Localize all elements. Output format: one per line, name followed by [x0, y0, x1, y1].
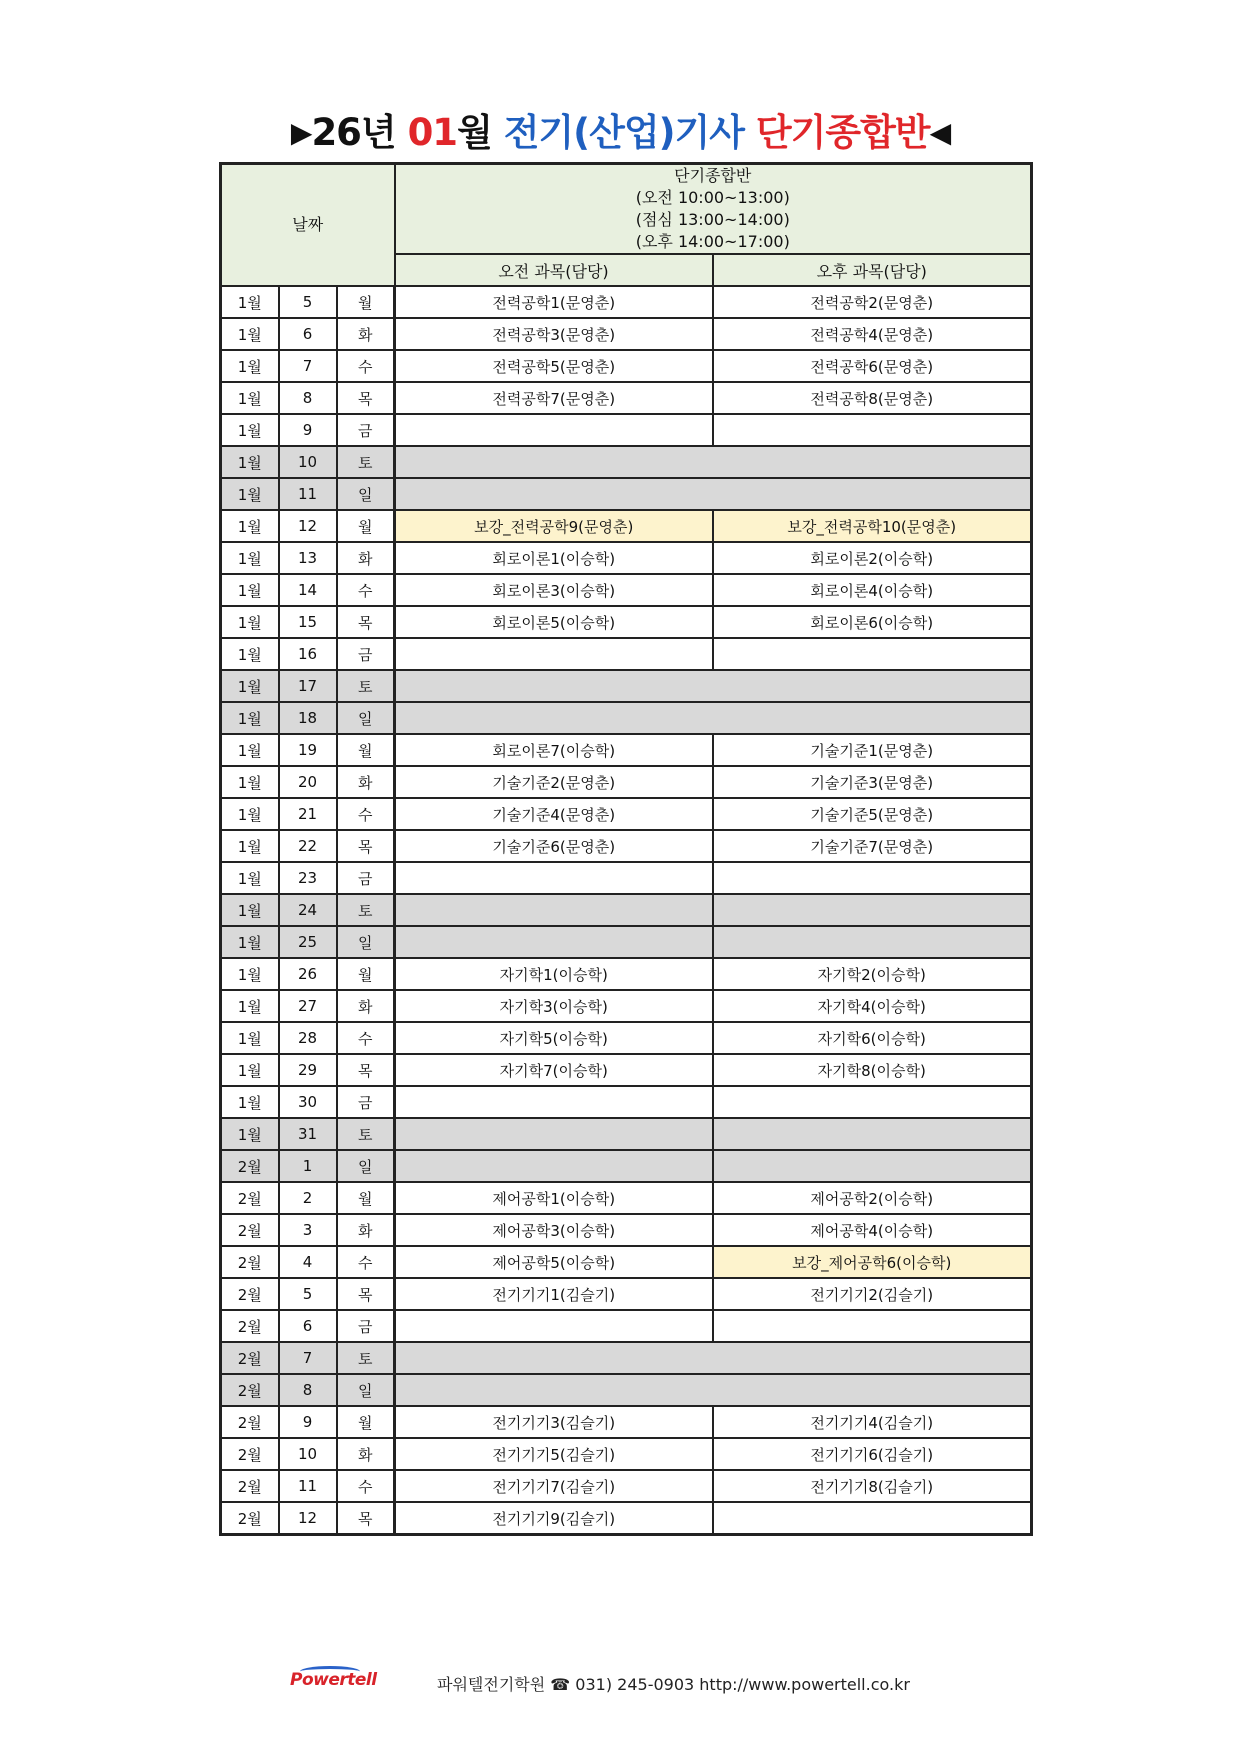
schedule-row — [221, 990, 1032, 1022]
weekday-cell: 일 — [337, 926, 395, 958]
month-cell: 2월 — [221, 1214, 279, 1246]
am-subject-cell: 기술기준6(문영춘) — [395, 830, 713, 862]
schedule-row — [221, 734, 1032, 766]
month-cell: 1월 — [221, 382, 279, 414]
day-cell: 2 — [279, 1182, 337, 1214]
pm-subject-cell: 기술기준1(문영춘) — [713, 734, 1032, 766]
day-cell: 9 — [279, 414, 337, 446]
pm-subject-cell: 자기학4(이승학) — [713, 990, 1032, 1022]
month-cell: 1월 — [221, 670, 279, 702]
day-cell: 10 — [279, 1438, 337, 1470]
am-subject-cell: 보강_전력공학9(문영춘) — [395, 510, 713, 542]
month-cell: 1월 — [221, 510, 279, 542]
schedule-row — [221, 382, 1032, 414]
schedule-row — [221, 1182, 1032, 1214]
schedule-row — [221, 1054, 1032, 1086]
am-subject-cell: 전기기기5(김슬기) — [395, 1438, 713, 1470]
month-cell: 1월 — [221, 958, 279, 990]
day-cell: 23 — [279, 862, 337, 894]
month-cell: 1월 — [221, 862, 279, 894]
class-header-line: 단기종합반 — [674, 166, 752, 185]
am-subject-cell — [395, 862, 713, 894]
weekday-cell: 토 — [337, 894, 395, 926]
month-cell: 2월 — [221, 1150, 279, 1182]
pm-subject-cell: 전기기기4(김슬기) — [713, 1406, 1032, 1438]
day-cell: 27 — [279, 990, 337, 1022]
am-subject-cell: 전력공학1(문영춘) — [395, 286, 713, 318]
pm-subject-cell: 기술기준5(문영춘) — [713, 798, 1032, 830]
schedule-row — [221, 1342, 1032, 1374]
day-cell: 5 — [279, 286, 337, 318]
schedule-row — [221, 1086, 1032, 1118]
am-subject-cell: 자기학7(이승학) — [395, 1054, 713, 1086]
weekday-cell: 월 — [337, 1182, 395, 1214]
weekend-pm-cell — [713, 1150, 1032, 1182]
am-subject-cell: 제어공학5(이승학) — [395, 1246, 713, 1278]
weekday-cell: 수 — [337, 1246, 395, 1278]
month-cell: 1월 — [221, 1118, 279, 1150]
schedule-row — [221, 574, 1032, 606]
month-cell: 1월 — [221, 1054, 279, 1086]
pm-subject-cell: 전기기기8(김슬기) — [713, 1470, 1032, 1502]
schedule-row — [221, 286, 1032, 318]
weekday-cell: 토 — [337, 670, 395, 702]
am-subject-cell — [395, 1086, 713, 1118]
day-cell: 11 — [279, 1470, 337, 1502]
weekday-cell: 화 — [337, 318, 395, 350]
pm-subject-cell — [713, 862, 1032, 894]
am-subject-cell: 기술기준4(문영춘) — [395, 798, 713, 830]
day-cell: 18 — [279, 702, 337, 734]
class-header-line: (오후 14:00~17:00) — [635, 232, 790, 251]
weekday-cell: 금 — [337, 1310, 395, 1342]
day-cell: 21 — [279, 798, 337, 830]
title-month: 01 — [407, 111, 458, 154]
weekend-pm-cell — [713, 1118, 1032, 1150]
day-cell: 12 — [279, 510, 337, 542]
pm-subject-cell: 자기학6(이승학) — [713, 1022, 1032, 1054]
pm-subject-cell: 회로이론2(이승학) — [713, 542, 1032, 574]
footer — [0, 1666, 1241, 1702]
month-cell: 1월 — [221, 542, 279, 574]
month-cell: 2월 — [221, 1310, 279, 1342]
schedule-row — [221, 958, 1032, 990]
month-cell: 2월 — [221, 1406, 279, 1438]
weekday-cell: 토 — [337, 1342, 395, 1374]
day-cell: 8 — [279, 1374, 337, 1406]
month-cell: 1월 — [221, 1086, 279, 1118]
day-cell: 7 — [279, 1342, 337, 1374]
class-header-line: (오전 10:00~13:00) — [635, 188, 790, 207]
pm-subject-cell: 전기기기6(김슬기) — [713, 1438, 1032, 1470]
day-cell: 10 — [279, 446, 337, 478]
schedule-row — [221, 1374, 1032, 1406]
weekday-cell: 토 — [337, 446, 395, 478]
schedule-row — [221, 798, 1032, 830]
month-cell: 1월 — [221, 606, 279, 638]
schedule-row — [221, 1470, 1032, 1502]
am-subject-cell: 전기기기3(김슬기) — [395, 1406, 713, 1438]
day-cell: 17 — [279, 670, 337, 702]
month-cell: 1월 — [221, 574, 279, 606]
day-cell: 24 — [279, 894, 337, 926]
am-subject-cell: 회로이론7(이승학) — [395, 734, 713, 766]
month-cell: 1월 — [221, 702, 279, 734]
schedule-row — [221, 478, 1032, 510]
day-cell: 4 — [279, 1246, 337, 1278]
weekend-cell — [395, 478, 1032, 510]
pm-subject-cell: 회로이론6(이승학) — [713, 606, 1032, 638]
am-subject-cell: 전기기기1(김슬기) — [395, 1278, 713, 1310]
pm-subject-cell: 보강_전력공학10(문영춘) — [713, 510, 1032, 542]
schedule-row — [221, 830, 1032, 862]
schedule-row — [221, 702, 1032, 734]
am-subject-cell: 기술기준2(문영춘) — [395, 766, 713, 798]
am-subject-cell: 제어공학3(이승학) — [395, 1214, 713, 1246]
day-cell: 31 — [279, 1118, 337, 1150]
page-title — [0, 102, 1241, 156]
weekday-cell: 화 — [337, 1214, 395, 1246]
weekday-cell: 일 — [337, 702, 395, 734]
class-header — [395, 164, 1032, 255]
pm-subject-cell: 전력공학2(문영춘) — [713, 286, 1032, 318]
month-cell: 1월 — [221, 1022, 279, 1054]
am-subject-cell: 전력공학3(문영춘) — [395, 318, 713, 350]
contact-info: 파워텔전기학원 ☎ 031) 245-0903 http://www.powertell.co.kr — [437, 1675, 910, 1694]
month-cell: 1월 — [221, 734, 279, 766]
pm-subject-cell — [713, 1310, 1032, 1342]
header-row — [221, 164, 1032, 255]
month-cell: 1월 — [221, 638, 279, 670]
title-course: 전기(산업)기사 — [503, 111, 756, 154]
day-cell: 19 — [279, 734, 337, 766]
schedule-row — [221, 926, 1032, 958]
am-header: 오전 과목(담당) — [395, 254, 713, 286]
day-cell: 6 — [279, 1310, 337, 1342]
pm-subject-cell: 제어공학2(이승학) — [713, 1182, 1032, 1214]
title-class-name: 단기종합반 — [755, 111, 930, 154]
pm-subject-cell — [713, 638, 1032, 670]
pm-header: 오후 과목(담당) — [713, 254, 1032, 286]
weekday-cell: 수 — [337, 574, 395, 606]
class-header-line: (점심 13:00~14:00) — [635, 210, 790, 229]
schedule-row — [221, 1278, 1032, 1310]
am-subject-cell: 전력공학7(문영춘) — [395, 382, 713, 414]
day-cell: 3 — [279, 1214, 337, 1246]
weekend-pm-cell — [713, 926, 1032, 958]
month-cell: 1월 — [221, 798, 279, 830]
month-cell: 2월 — [221, 1502, 279, 1535]
title-year: 26년 — [311, 111, 408, 154]
am-subject-cell: 회로이론5(이승학) — [395, 606, 713, 638]
weekday-cell: 수 — [337, 1022, 395, 1054]
schedule-row — [221, 670, 1032, 702]
month-cell: 2월 — [221, 1470, 279, 1502]
day-cell: 8 — [279, 382, 337, 414]
schedule-row — [221, 1406, 1032, 1438]
date-header: 날짜 — [221, 164, 395, 287]
schedule-table — [219, 162, 1033, 1536]
day-cell: 20 — [279, 766, 337, 798]
am-subject-cell: 전력공학5(문영춘) — [395, 350, 713, 382]
day-cell: 6 — [279, 318, 337, 350]
schedule-row — [221, 862, 1032, 894]
weekday-cell: 월 — [337, 734, 395, 766]
weekday-cell: 수 — [337, 350, 395, 382]
day-cell: 12 — [279, 1502, 337, 1535]
am-subject-cell: 자기학5(이승학) — [395, 1022, 713, 1054]
month-cell: 2월 — [221, 1182, 279, 1214]
weekday-cell: 목 — [337, 1054, 395, 1086]
schedule-row — [221, 1150, 1032, 1182]
weekday-cell: 수 — [337, 798, 395, 830]
am-subject-cell: 회로이론3(이승학) — [395, 574, 713, 606]
schedule-row — [221, 1214, 1032, 1246]
day-cell: 15 — [279, 606, 337, 638]
weekday-cell: 월 — [337, 1406, 395, 1438]
weekend-cell — [395, 670, 1032, 702]
weekday-cell: 금 — [337, 414, 395, 446]
schedule-row — [221, 1310, 1032, 1342]
schedule-row — [221, 1502, 1032, 1535]
weekday-cell: 목 — [337, 1278, 395, 1310]
schedule-row — [221, 414, 1032, 446]
pm-subject-cell: 전기기기2(김슬기) — [713, 1278, 1032, 1310]
pm-subject-cell — [713, 1502, 1032, 1535]
pm-subject-cell: 제어공학4(이승학) — [713, 1214, 1032, 1246]
day-cell: 26 — [279, 958, 337, 990]
month-cell: 1월 — [221, 766, 279, 798]
schedule-row — [221, 318, 1032, 350]
pm-subject-cell — [713, 1086, 1032, 1118]
weekday-cell: 월 — [337, 286, 395, 318]
weekday-cell: 토 — [337, 1118, 395, 1150]
pm-subject-cell: 자기학8(이승학) — [713, 1054, 1032, 1086]
pm-subject-cell: 기술기준7(문영춘) — [713, 830, 1032, 862]
weekday-cell: 수 — [337, 1470, 395, 1502]
month-cell: 1월 — [221, 446, 279, 478]
weekday-cell: 금 — [337, 862, 395, 894]
am-subject-cell: 전기기기9(김슬기) — [395, 1502, 713, 1535]
day-cell: 22 — [279, 830, 337, 862]
pm-subject-cell — [713, 414, 1032, 446]
day-cell: 29 — [279, 1054, 337, 1086]
schedule-row — [221, 638, 1032, 670]
pm-subject-cell: 자기학2(이승학) — [713, 958, 1032, 990]
month-cell: 1월 — [221, 350, 279, 382]
schedule-row — [221, 1246, 1032, 1278]
pm-subject-cell: 전력공학4(문영춘) — [713, 318, 1032, 350]
weekday-cell: 금 — [337, 638, 395, 670]
weekend-pm-cell — [713, 894, 1032, 926]
day-cell: 5 — [279, 1278, 337, 1310]
day-cell: 30 — [279, 1086, 337, 1118]
schedule-row — [221, 766, 1032, 798]
month-cell: 2월 — [221, 1438, 279, 1470]
weekday-cell: 일 — [337, 1150, 395, 1182]
weekend-am-cell — [395, 926, 713, 958]
weekend-cell — [395, 1374, 1032, 1406]
day-cell: 7 — [279, 350, 337, 382]
month-cell: 1월 — [221, 894, 279, 926]
month-cell: 1월 — [221, 478, 279, 510]
weekend-am-cell — [395, 894, 713, 926]
title-month-suffix: 월 — [457, 111, 504, 154]
day-cell: 16 — [279, 638, 337, 670]
weekday-cell: 일 — [337, 478, 395, 510]
month-cell: 1월 — [221, 318, 279, 350]
month-cell: 2월 — [221, 1374, 279, 1406]
weekday-cell: 목 — [337, 606, 395, 638]
schedule-row — [221, 606, 1032, 638]
pm-subject-cell: 전력공학6(문영춘) — [713, 350, 1032, 382]
day-cell: 9 — [279, 1406, 337, 1438]
weekend-am-cell — [395, 1150, 713, 1182]
weekend-cell — [395, 446, 1032, 478]
weekend-cell — [395, 1342, 1032, 1374]
weekday-cell: 화 — [337, 542, 395, 574]
am-subject-cell: 회로이론1(이승학) — [395, 542, 713, 574]
day-cell: 14 — [279, 574, 337, 606]
month-cell: 1월 — [221, 990, 279, 1022]
weekday-cell: 화 — [337, 990, 395, 1022]
weekday-cell: 목 — [337, 382, 395, 414]
pm-subject-cell: 전력공학8(문영춘) — [713, 382, 1032, 414]
month-cell: 1월 — [221, 414, 279, 446]
weekday-cell: 화 — [337, 766, 395, 798]
am-subject-cell: 자기학3(이승학) — [395, 990, 713, 1022]
weekday-cell: 월 — [337, 510, 395, 542]
title-arrow-left: ▶ — [290, 116, 312, 149]
day-cell: 28 — [279, 1022, 337, 1054]
weekend-am-cell — [395, 1118, 713, 1150]
schedule-row — [221, 894, 1032, 926]
am-subject-cell: 자기학1(이승학) — [395, 958, 713, 990]
day-cell: 25 — [279, 926, 337, 958]
weekday-cell: 목 — [337, 1502, 395, 1535]
powertell-logo: Powertell — [290, 1670, 377, 1690]
schedule-row — [221, 350, 1032, 382]
weekday-cell: 월 — [337, 958, 395, 990]
pm-subject-cell: 보강_제어공학6(이승학) — [713, 1246, 1032, 1278]
schedule-row — [221, 510, 1032, 542]
month-cell: 1월 — [221, 286, 279, 318]
day-cell: 11 — [279, 478, 337, 510]
am-subject-cell — [395, 638, 713, 670]
schedule-row — [221, 1438, 1032, 1470]
weekday-cell: 화 — [337, 1438, 395, 1470]
day-cell: 1 — [279, 1150, 337, 1182]
month-cell: 2월 — [221, 1246, 279, 1278]
weekday-cell: 금 — [337, 1086, 395, 1118]
schedule-row — [221, 1022, 1032, 1054]
weekday-cell: 목 — [337, 830, 395, 862]
month-cell: 2월 — [221, 1342, 279, 1374]
schedule-row — [221, 542, 1032, 574]
am-subject-cell: 제어공학1(이승학) — [395, 1182, 713, 1214]
pm-subject-cell: 회로이론4(이승학) — [713, 574, 1032, 606]
weekday-cell: 일 — [337, 1374, 395, 1406]
month-cell: 2월 — [221, 1278, 279, 1310]
month-cell: 1월 — [221, 830, 279, 862]
weekend-cell — [395, 702, 1032, 734]
pm-subject-cell: 기술기준3(문영춘) — [713, 766, 1032, 798]
title-arrow-right: ◀ — [929, 116, 951, 149]
am-subject-cell: 전기기기7(김슬기) — [395, 1470, 713, 1502]
am-subject-cell — [395, 1310, 713, 1342]
month-cell: 1월 — [221, 926, 279, 958]
schedule-row — [221, 446, 1032, 478]
am-subject-cell — [395, 414, 713, 446]
day-cell: 13 — [279, 542, 337, 574]
schedule-row — [221, 1118, 1032, 1150]
